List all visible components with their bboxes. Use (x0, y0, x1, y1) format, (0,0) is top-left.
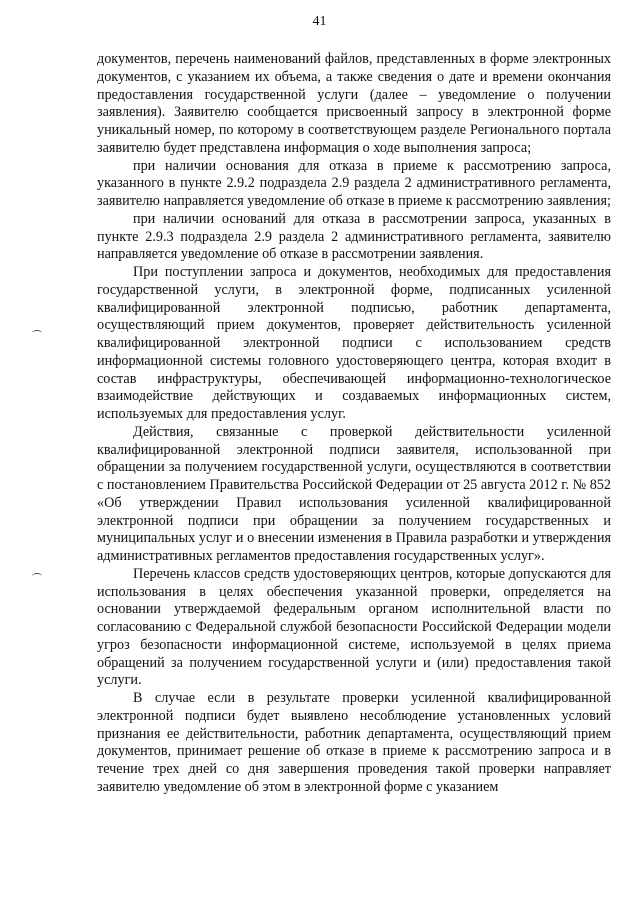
paragraph: документов, перечень наименований файлов, представленных в форме электронных документов, с указанием их объема, а также сведения о дате и времени окончания предоставления государственной услуги (далее – уведомление о получении заявления). Заявителю сообщается присвоенный запросу в электронной форме уникальный номер, по которому в соответствующем разделе Регионального портала заявителю будет представлена информация о ходе выполнения запроса; (97, 51, 611, 156)
paragraph: При поступлении запроса и документов, необходимых для предоставления государственной услуги, в электронной форме, подписанных усиленной квалифицированной электронной подписью, работник департамента, осуществляющий прием документов, проверяет действительность усиленной квалифицированной электронной подписи с использованием средств информационной системы головного удостоверяющего центра, которая входит в состав инфраструктуры, обеспечивающей информационно-технологическое взаимодействие действующих и создаваемых информационных систем, используемых для предоставления услуг. (97, 264, 611, 422)
margin-mark (32, 330, 42, 337)
paragraph: при наличии основания для отказа в приеме к рассмотрению запроса, указанного в пункте 2.9.2 подраздела 2.9 раздела 2 административного регламента, заявителю направляется уведомление об отказе в приеме к рассмотрению заявления; (97, 157, 611, 209)
paragraph: Перечень классов средств удостоверяющих центров, которые допускаются для использования в целях обеспечения указанной проверки, определяется на основании утверждаемой федеральным органом исполнительной власти по согласованию с Федеральной службой безопасности Российской Федерации модели угроз безопасности информационной системе, используемой в целях приема обращений за получением государственной услуги и (или) предоставления такой услуги. (97, 565, 611, 689)
paragraph: при наличии оснований для отказа в рассмотрении запроса, указанных в пункте 2.9.3 подраздела 2.9 раздела 2 административного регламента, заявителю направляется уведомление об отказе в рассмотрении заявления. (97, 210, 611, 263)
document-body (97, 51, 611, 797)
margin-mark (32, 573, 42, 580)
page-number: 41 (312, 14, 327, 29)
paragraph: Действия, связанные с проверкой действительности усиленной квалифицированной электронной подписи заявителя, использованной при обращении за получением государственной услуги, осуществляются в соответствии с постановлением Правительства Российской Федерации от 25 августа 2012 г. № 852 «Об утверждении Правил использования усиленной квалифицированной электронной подписи при обращении за получением государственных и муниципальных услуг и о внесении изменения в Правила разработки и утверждения административных регламентов предоставления государственных услуг». (97, 423, 611, 564)
paragraph: В случае если в результате проверки усиленной квалифицированной электронной подписи будет выявлено несоблюдение установленных условий признания ее действительности, работник департамента, осуществляющий прием документов, принимает решение об отказе в приеме к рассмотрению запроса и в течение трех дней со дня завершения проведения такой проверки направляет заявителю уведомление об этом в электронной форме с указанием (97, 690, 611, 795)
